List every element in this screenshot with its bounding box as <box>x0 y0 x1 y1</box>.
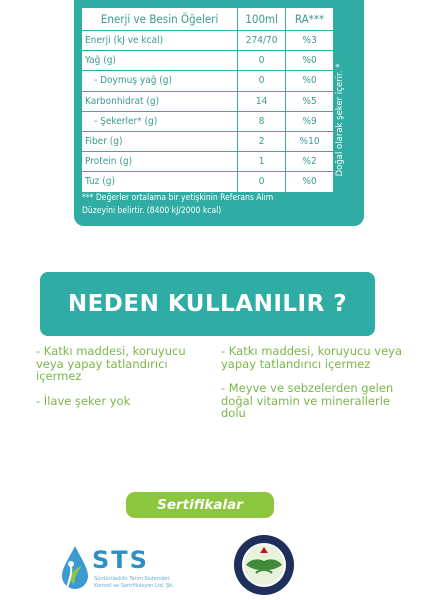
nutrition-row <box>82 71 334 91</box>
nutrient-ra: %0 <box>286 172 334 192</box>
nutrient-value: 8 <box>238 111 286 131</box>
nutrition-header-row <box>82 8 334 31</box>
header-per-100ml: 100ml <box>238 8 286 31</box>
benefits-left-list <box>36 345 216 419</box>
nutrient-ra: %3 <box>286 31 334 51</box>
nutrient-name: Tuz (g) <box>82 172 238 192</box>
nutrient-ra: %5 <box>286 91 334 111</box>
nutrient-name: Protein (g) <box>82 152 238 172</box>
footnote-line-2: Düzeyini belirtir. (8400 kJ/2000 kcal) <box>82 206 222 216</box>
nutrition-row <box>82 31 334 51</box>
nutrition-card <box>74 0 364 226</box>
nutrient-name: - Doymuş yağ (g) <box>82 71 238 91</box>
nutrient-value: 14 <box>238 91 286 111</box>
nutrient-value: 274/70 <box>238 31 286 51</box>
nutrition-rows <box>82 31 334 193</box>
benefit-item: - Meyve ve sebzelerden gelen doğal vitamin ve minerallerle dolu <box>221 381 394 420</box>
nutrient-name: Enerji (kJ ve kcal) <box>82 31 238 51</box>
sts-wordmark: STS <box>92 546 149 574</box>
organic-agriculture-seal-icon <box>232 533 296 597</box>
nutrient-value: 1 <box>238 152 286 172</box>
nutrition-row <box>82 111 334 131</box>
header-ra: RA*** <box>286 8 334 31</box>
nutrient-value: 0 <box>238 71 286 91</box>
nutrient-ra: %0 <box>286 51 334 71</box>
nutrient-name: - Şekerler* (g) <box>82 111 238 131</box>
why-use-banner <box>40 272 375 336</box>
nutrition-table <box>81 7 334 193</box>
nutrient-ra: %0 <box>286 71 334 91</box>
sts-logo <box>60 538 190 598</box>
nutrition-row <box>82 172 334 192</box>
water-drop-icon <box>60 544 90 592</box>
nutrient-ra: %2 <box>286 152 334 172</box>
nutrient-name: Karbonhidrat (g) <box>82 91 238 111</box>
benefit-item: - Katkı maddesi, koruyucu veya yapay tatlandırıcı içermez <box>221 344 403 371</box>
nutrient-value: 0 <box>238 172 286 192</box>
sts-subtitle-1: Sürdürülebilir Tarım Sistemleri <box>94 576 170 582</box>
benefit-item: - Katkı maddesi, koruyucu veya yapay tatlandırıcı içermez <box>36 344 186 383</box>
sts-subtitle-2: Kontrol ve Sertifikasyon Ltd. Şti. <box>94 583 175 589</box>
nutrition-row <box>82 51 334 71</box>
footnote-line-1: *** Değerler ortalama bir yetişkinin Referans Alım <box>82 193 274 203</box>
nutrient-ra: %10 <box>286 131 334 151</box>
nutrition-row <box>82 91 334 111</box>
nutrition-row <box>82 131 334 151</box>
sugar-side-note: Doğal olarak şeker içerir. * <box>335 63 345 177</box>
certificates-label-text: Sertifikalar <box>157 497 243 513</box>
header-name: Enerji ve Besin Öğeleri <box>82 8 238 31</box>
nutrition-row <box>82 152 334 172</box>
certificates-label <box>126 492 274 518</box>
nutrient-value: 0 <box>238 51 286 71</box>
reference-footnote <box>82 192 352 218</box>
benefits-right-list <box>221 345 411 432</box>
nutrient-name: Fiber (g) <box>82 131 238 151</box>
nutrient-name: Yağ (g) <box>82 51 238 71</box>
nutrient-ra: %9 <box>286 111 334 131</box>
benefit-item: - İlave şeker yok <box>36 393 131 408</box>
nutrient-value: 2 <box>238 131 286 151</box>
banner-title: NEDEN KULLANILIR ? <box>67 291 348 317</box>
